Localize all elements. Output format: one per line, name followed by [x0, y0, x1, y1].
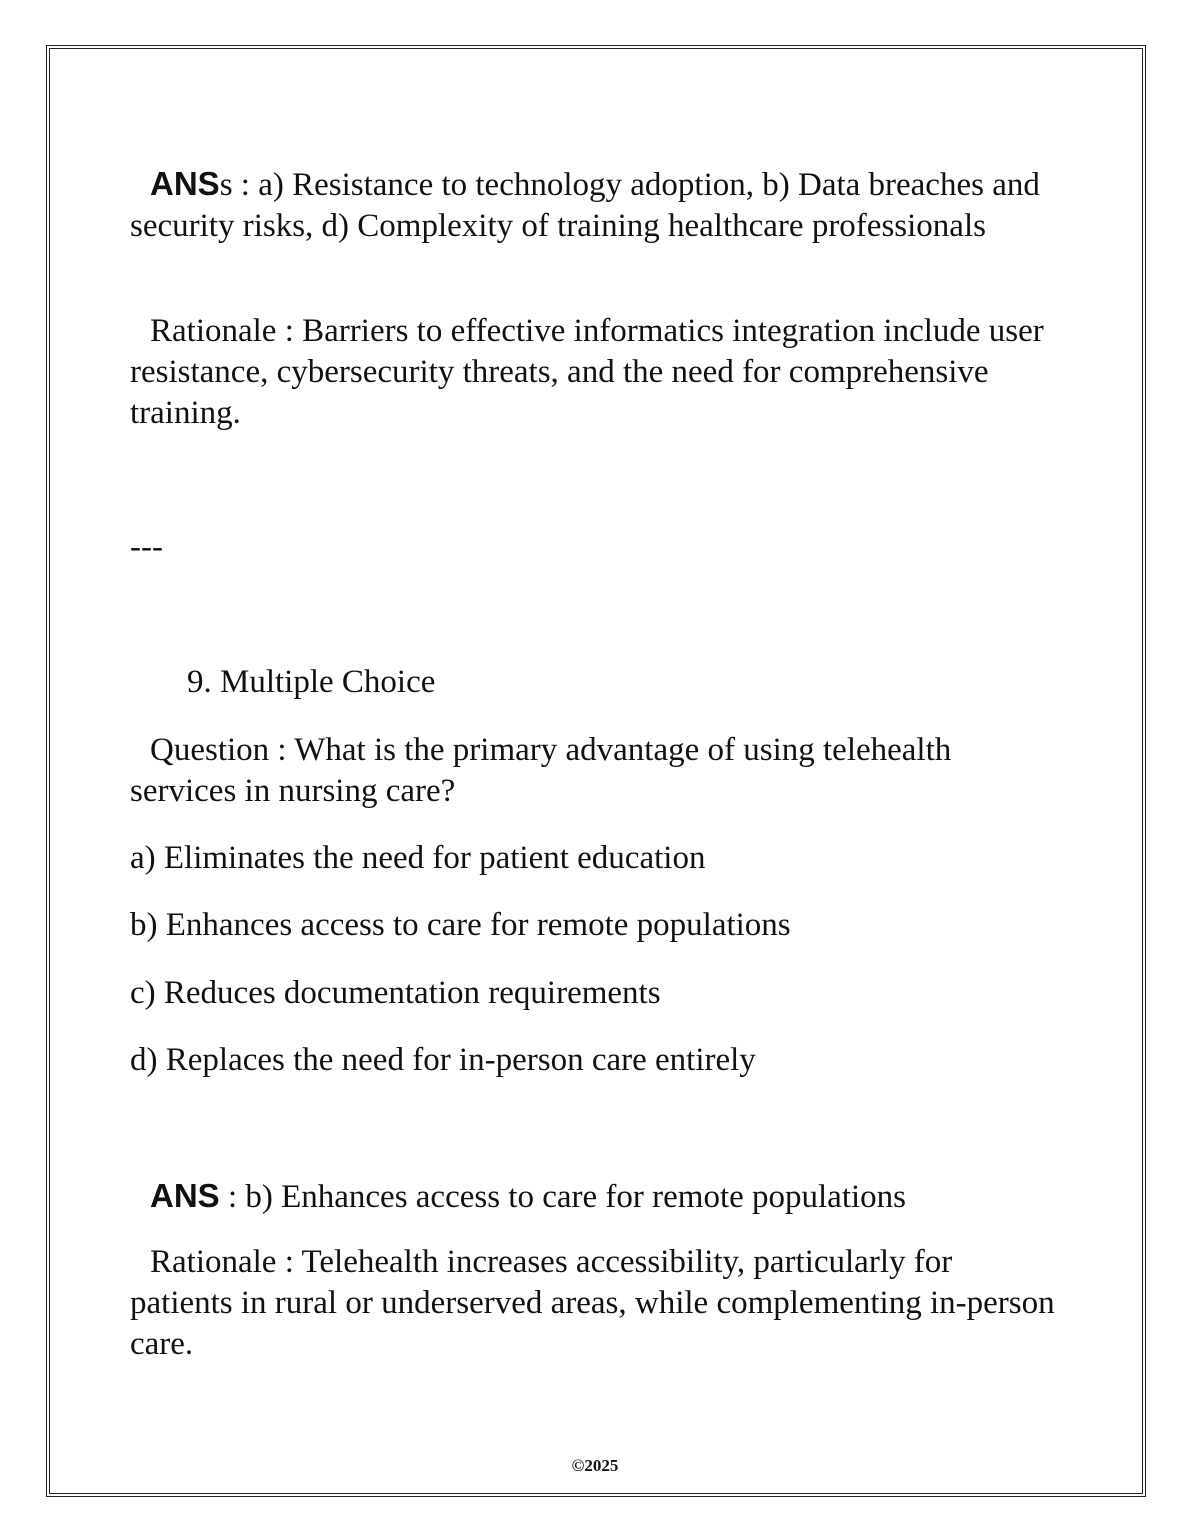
rationale-label: Rationale — [150, 313, 277, 349]
question-label: Question — [150, 732, 270, 768]
question-separator: : — [269, 732, 295, 768]
answer-separator: : — [232, 167, 259, 203]
question — [130, 730, 1060, 812]
answer-text: b) Enhances access to care for remote populations — [245, 1179, 907, 1215]
section-separator: --- — [130, 529, 163, 565]
rationale-label: Rationale — [150, 1244, 277, 1280]
rationale — [130, 1242, 1060, 1365]
option-a: a) Eliminates the need for patient education — [130, 840, 706, 876]
rationale-text: Barriers to effective informatics integration include user resistance, cybersecurity threats, and the need for comprehensive training. — [130, 313, 1044, 431]
previous-rationale — [130, 311, 1060, 434]
copyright-footer: ©2025 — [571, 1456, 619, 1475]
rationale-separator: : — [276, 313, 303, 349]
option-d: d) Replaces the need for in-person care entirely — [130, 1042, 756, 1078]
answer-separator: : — [219, 1179, 246, 1215]
option-c: c) Reduces documentation requirements — [130, 975, 661, 1011]
answer-label-suffix: s — [219, 167, 233, 203]
answer-label: ANS — [150, 165, 220, 202]
question-text: What is the primary advantage of using telehealth services in nursing care? — [130, 732, 952, 809]
answer-label: ANS — [150, 1177, 220, 1214]
option-b: b) Enhances access to care for remote populations — [130, 907, 791, 943]
question-heading: 9. Multiple Choice — [187, 664, 436, 700]
previous-answer — [130, 163, 1060, 247]
rationale-separator: : — [276, 1244, 302, 1280]
answer-text: a) Resistance to technology adoption, b) Data breaches and security risks, d) Complexity of training healthcare professionals — [130, 167, 1040, 244]
answer — [130, 1175, 1060, 1218]
rationale-text: Telehealth increases accessibility, particularly for patients in rural or underserved areas, while complementing in-person care. — [130, 1244, 1055, 1362]
